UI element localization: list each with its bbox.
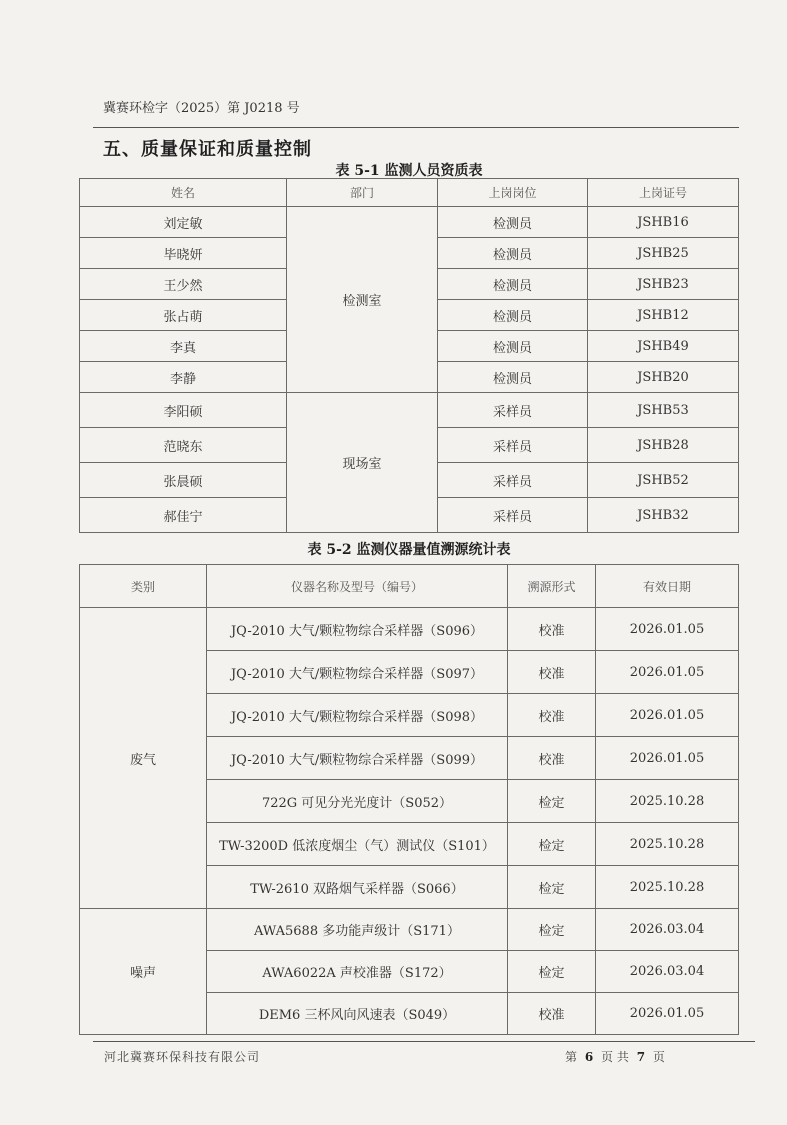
table-row <box>80 909 739 951</box>
person-post: 采样员 <box>438 393 588 428</box>
trace-type: 检定 <box>508 866 596 909</box>
department-cell: 检测室 <box>287 207 438 393</box>
table1-header-row <box>80 179 739 207</box>
person-cert: JSHB52 <box>588 463 739 498</box>
trace-type: 检定 <box>508 909 596 951</box>
trace-type: 校准 <box>508 651 596 694</box>
valid-date: 2026.01.05 <box>596 608 739 651</box>
col-header-valid-date: 有效日期 <box>596 565 739 608</box>
person-cert: JSHB23 <box>588 269 739 300</box>
valid-date: 2025.10.28 <box>596 823 739 866</box>
page-prefix: 第 <box>565 1050 578 1064</box>
table-row <box>80 207 739 238</box>
table2-header-row <box>80 565 739 608</box>
person-cert: JSHB12 <box>588 300 739 331</box>
person-cert: JSHB53 <box>588 393 739 428</box>
category-cell: 噪声 <box>80 909 207 1035</box>
person-cert: JSHB28 <box>588 428 739 463</box>
instrument-name: JQ-2010 大气/颗粒物综合采样器（S097） <box>207 651 508 694</box>
page-total: 7 <box>636 1050 646 1064</box>
person-name: 刘定敏 <box>80 207 287 238</box>
valid-date: 2026.03.04 <box>596 909 739 951</box>
valid-date: 2025.10.28 <box>596 866 739 909</box>
trace-type: 校准 <box>508 993 596 1035</box>
col-header-post: 上岗岗位 <box>438 179 588 207</box>
col-header-department: 部门 <box>287 179 438 207</box>
personnel-qualification-table <box>79 178 739 533</box>
trace-type: 检定 <box>508 951 596 993</box>
valid-date: 2026.01.05 <box>596 993 739 1035</box>
person-post: 采样员 <box>438 428 588 463</box>
page-mid: 页 共 <box>601 1050 629 1064</box>
person-post: 检测员 <box>438 238 588 269</box>
person-post: 检测员 <box>438 207 588 238</box>
trace-type: 检定 <box>508 823 596 866</box>
person-post: 采样员 <box>438 498 588 533</box>
person-post: 检测员 <box>438 269 588 300</box>
instrument-name: JQ-2010 大气/颗粒物综合采样器（S099） <box>207 737 508 780</box>
table1-caption: 表 5-1 监测人员资质表 <box>335 163 483 179</box>
trace-type: 校准 <box>508 608 596 651</box>
page-current: 6 <box>584 1050 594 1064</box>
valid-date: 2026.01.05 <box>596 651 739 694</box>
document-number: 冀赛环检字（2025）第 J0218 号 <box>103 101 300 116</box>
person-name: 毕晓妍 <box>80 238 287 269</box>
col-header-name: 姓名 <box>80 179 287 207</box>
person-name: 张晨硕 <box>80 463 287 498</box>
col-header-category: 类别 <box>80 565 207 608</box>
col-header-cert: 上岗证号 <box>588 179 739 207</box>
col-header-instrument: 仪器名称及型号（编号） <box>207 565 508 608</box>
person-name: 张占萌 <box>80 300 287 331</box>
instrument-traceability-table <box>79 564 739 1035</box>
instrument-name: AWA5688 多功能声级计（S171） <box>207 909 508 951</box>
table-row <box>80 393 739 428</box>
page-number <box>565 1048 665 1065</box>
instrument-name: JQ-2010 大气/颗粒物综合采样器（S096） <box>207 608 508 651</box>
instrument-name: DEM6 三杯风向风速表（S049） <box>207 993 508 1035</box>
table-row <box>80 608 739 651</box>
department-cell: 现场室 <box>287 393 438 533</box>
person-cert: JSHB32 <box>588 498 739 533</box>
person-post: 采样员 <box>438 463 588 498</box>
person-name: 李真 <box>80 331 287 362</box>
person-name: 郝佳宁 <box>80 498 287 533</box>
category-cell: 废气 <box>80 608 207 909</box>
valid-date: 2026.01.05 <box>596 694 739 737</box>
section-title: 五、质量保证和质量控制 <box>103 139 312 160</box>
instrument-name: AWA6022A 声校准器（S172） <box>207 951 508 993</box>
person-cert: JSHB25 <box>588 238 739 269</box>
person-post: 检测员 <box>438 300 588 331</box>
header-divider <box>93 127 739 128</box>
person-name: 李静 <box>80 362 287 393</box>
person-name: 王少然 <box>80 269 287 300</box>
trace-type: 检定 <box>508 780 596 823</box>
instrument-name: 722G 可见分光光度计（S052） <box>207 780 508 823</box>
table2-caption: 表 5-2 监测仪器量值溯源统计表 <box>307 542 511 558</box>
person-post: 检测员 <box>438 331 588 362</box>
instrument-name: TW-3200D 低浓度烟尘（气）测试仪（S101） <box>207 823 508 866</box>
instrument-name: JQ-2010 大气/颗粒物综合采样器（S098） <box>207 694 508 737</box>
valid-date: 2026.03.04 <box>596 951 739 993</box>
person-post: 检测员 <box>438 362 588 393</box>
person-cert: JSHB49 <box>588 331 739 362</box>
trace-type: 校准 <box>508 694 596 737</box>
col-header-trace-type: 溯源形式 <box>508 565 596 608</box>
valid-date: 2025.10.28 <box>596 780 739 823</box>
person-name: 范晓东 <box>80 428 287 463</box>
person-cert: JSHB20 <box>588 362 739 393</box>
footer-divider <box>93 1041 755 1042</box>
person-cert: JSHB16 <box>588 207 739 238</box>
valid-date: 2026.01.05 <box>596 737 739 780</box>
footer-company: 河北冀赛环保科技有限公司 <box>104 1050 261 1064</box>
trace-type: 校准 <box>508 737 596 780</box>
person-name: 李阳硕 <box>80 393 287 428</box>
instrument-name: TW-2610 双路烟气采样器（S066） <box>207 866 508 909</box>
page-suffix: 页 <box>652 1050 665 1064</box>
